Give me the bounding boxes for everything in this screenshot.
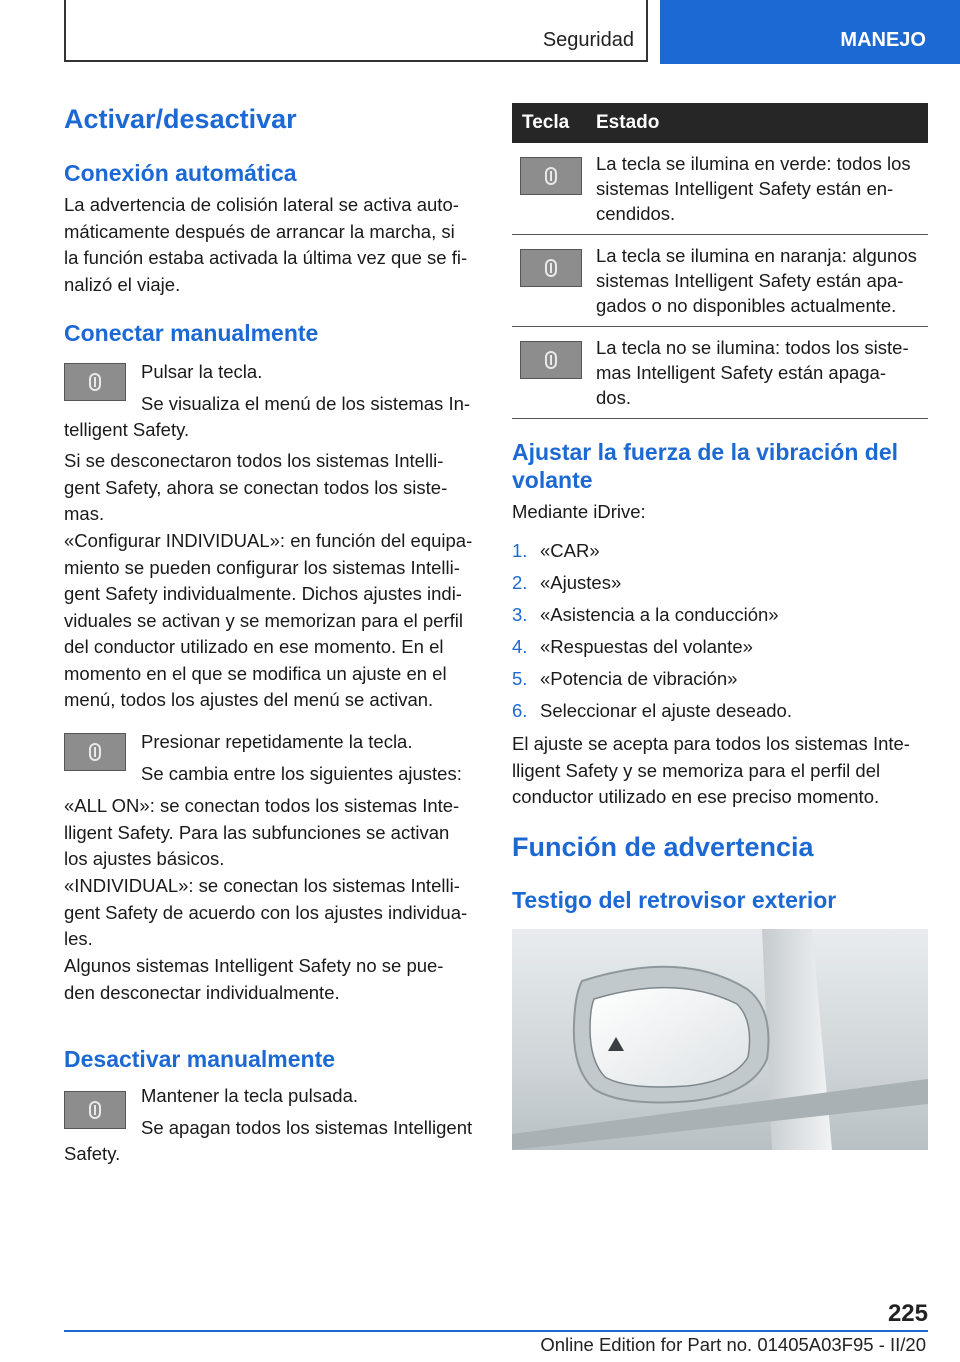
- mirror-drawing: [512, 929, 928, 1150]
- table-row: [512, 235, 928, 327]
- via-idrive: Mediante iDrive:: [512, 501, 646, 522]
- off-line-2: Safety.: [64, 1143, 121, 1164]
- instruction-switch: Se cambia entre los siguientes ajustes:: [141, 763, 462, 784]
- instruction-hold: Mantener la tecla pulsada.: [141, 1085, 358, 1106]
- list-item: 1. «CAR»: [512, 540, 600, 561]
- list-item: 5. «Potencia de vibración»: [512, 668, 738, 689]
- table-cell-state: La tecla no se ilumina: todos los siste- mas Intelligent Safety están apaga- dos.: [586, 327, 928, 419]
- heading-mirror-indicator: Testigo del retrovisor exterior: [512, 887, 837, 913]
- table-header-row: [512, 103, 928, 143]
- table-cell-state: La tecla se ilumina en naranja: algunos sistemas Intelligent Safety están apa- gados o no disponibles actualmente.: [586, 235, 928, 327]
- off-line-1: Se apagan todos los sistemas Intelligent: [141, 1117, 473, 1138]
- list-item: 4. «Respuestas del volante»: [512, 636, 753, 657]
- heading-activar: Activar/desactivar: [64, 104, 297, 134]
- safety-key-icon: [64, 363, 126, 401]
- heading-conectar-manualmente: Conectar manualmente: [64, 320, 319, 346]
- safety-key-icon: [64, 733, 126, 771]
- instruction-press-repeatedly: Presionar repetidamente la tecla.: [141, 731, 413, 752]
- paragraph-accept: El ajuste se acepta para todos los sistemas Inte- lligent Safety y se memoriza para el perfil del conductor utilizado en ese preciso momento.: [512, 733, 910, 807]
- safety-key-green-icon: [520, 157, 582, 195]
- steps-list: [512, 538, 792, 730]
- page-number: 225: [887, 1300, 928, 1327]
- heading-conexion-automatica: Conexión automática: [64, 160, 297, 186]
- paragraph-all: Si se desconectaron todos los sistemas Intelli- gent Safety, ahora se conectan todos los siste- mas.: [64, 450, 448, 524]
- list-item: 6. Seleccionar el ajuste deseado.: [512, 700, 792, 721]
- table-row: [512, 327, 928, 419]
- table-cell-key: [512, 235, 586, 327]
- header-section-box: [64, 0, 648, 62]
- footer-rule: [64, 1330, 928, 1332]
- safety-key-icon: [64, 1091, 126, 1129]
- menu-line-1: Se visualiza el menú de los sistemas In-: [141, 393, 471, 414]
- header-chapter-tab[interactable]: [660, 0, 960, 64]
- paragraph-config: «Configurar INDIVIDUAL»: en función del equipa- miento se pueden configurar los sistemas Intelli- gent Safety individualmente. Dichos ajustes indi- viduales se activan y se memorizan para el perfil del conductor utilizado en ese momento. En el momento en el que se modifica un ajuste en el menú, todos los ajustes del menú se activan.: [64, 530, 473, 710]
- footer-edition: Online Edition for Part no. 01405A03F95 - II/20: [540, 1334, 926, 1355]
- header-section-label: Seguridad: [542, 29, 634, 51]
- safety-key-off-icon: [520, 341, 582, 379]
- heading-desactivar-manualmente: Desactivar manualmente: [64, 1046, 336, 1072]
- paragraph-some-systems: Algunos sistemas Intelligent Safety no se pue- den desconectar individualmente.: [64, 955, 444, 1003]
- mirror-illustration: [512, 929, 928, 1150]
- header-chapter-label: MANEJO: [840, 29, 926, 51]
- mirror-glass: [590, 988, 750, 1087]
- list-item: 3. «Asistencia a la conducción»: [512, 604, 779, 625]
- table-cell-state: La tecla se ilumina en verde: todos los sistemas Intelligent Safety están en- cendidos.: [586, 143, 928, 235]
- table-cell-key: [512, 143, 586, 235]
- table-cell-key: [512, 327, 586, 419]
- menu-line-2: telligent Safety.: [64, 419, 190, 440]
- heading-vibration: Ajustar la fuerza de la vibración del volante: [512, 439, 899, 493]
- paragraph-auto: La advertencia de colisión lateral se activa auto- máticamente después de arrancar la marcha, si la función estaba activada la última vez que se fi- nalizó el viaje.: [64, 194, 468, 295]
- heading-warning-function: Función de advertencia: [512, 832, 814, 862]
- safety-key-orange-icon: [520, 249, 582, 287]
- key-status-table: [512, 103, 928, 419]
- table-header-key: Tecla: [512, 103, 586, 143]
- paragraph-individual: «INDIVIDUAL»: se conectan los sistemas Intelli- gent Safety de acuerdo con los ajustes individua- les.: [64, 875, 468, 949]
- list-item: 2. «Ajustes»: [512, 572, 622, 593]
- instruction-press: Pulsar la tecla.: [141, 361, 263, 382]
- table-row: [512, 143, 928, 235]
- paragraph-all-on: «ALL ON»: se conectan todos los sistemas Inte- lligent Safety. Para las subfunciones se activan los ajustes básicos.: [64, 795, 460, 869]
- table-header-state: Estado: [586, 103, 928, 143]
